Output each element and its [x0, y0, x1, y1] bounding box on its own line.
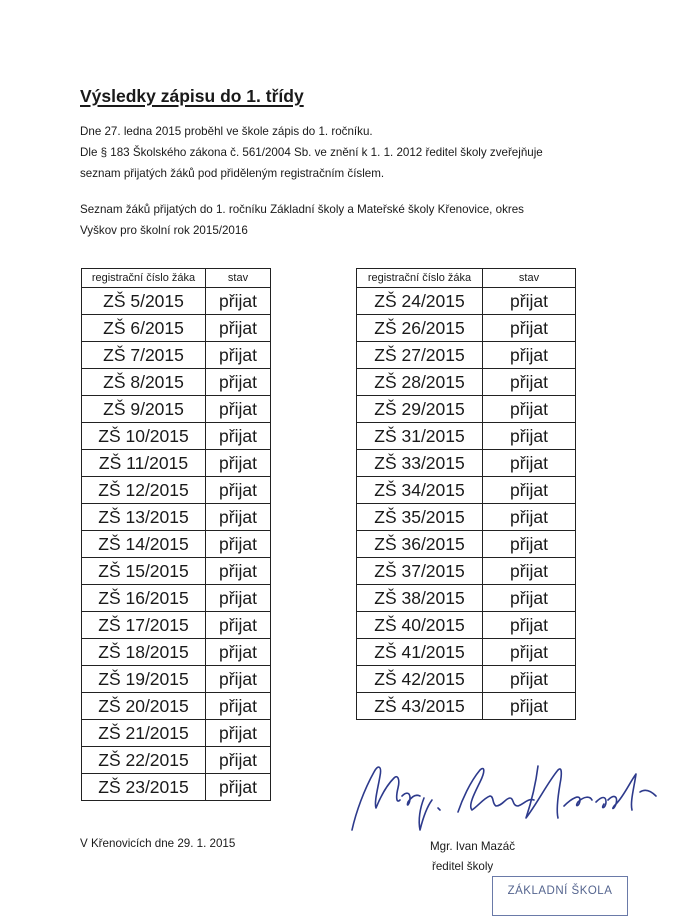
registration-number-cell: ZŠ 22/2015 [82, 747, 206, 774]
table-row [357, 423, 576, 450]
description-line: Vyškov pro školní rok 2015/2016 [80, 224, 248, 237]
status-cell: přijat [483, 531, 576, 558]
table-row [82, 369, 271, 396]
status-cell: přijat [206, 315, 271, 342]
registration-number-cell: ZŠ 42/2015 [357, 666, 483, 693]
registration-number-cell: ZŠ 8/2015 [82, 369, 206, 396]
table-row [357, 612, 576, 639]
description-line: Seznam žáků přijatých do 1. ročníku Základní školy a Mateřské školy Křenovice, okres [80, 203, 524, 216]
table-row [357, 315, 576, 342]
table-row [357, 504, 576, 531]
table-row [357, 639, 576, 666]
registration-number-cell: ZŠ 5/2015 [82, 288, 206, 315]
handwritten-signature [340, 752, 670, 838]
table-row [357, 477, 576, 504]
status-cell: přijat [483, 450, 576, 477]
header-registration-number: registrační číslo žáka [82, 269, 206, 288]
status-cell: přijat [206, 747, 271, 774]
table-row [82, 585, 271, 612]
status-cell: přijat [483, 288, 576, 315]
status-cell: přijat [483, 693, 576, 720]
registration-number-cell: ZŠ 20/2015 [82, 693, 206, 720]
registration-number-cell: ZŠ 41/2015 [357, 639, 483, 666]
registration-number-cell: ZŠ 37/2015 [357, 558, 483, 585]
registration-number-cell: ZŠ 19/2015 [82, 666, 206, 693]
status-cell: přijat [483, 477, 576, 504]
header-registration-number: registrační číslo žáka [357, 269, 483, 288]
table-row [357, 369, 576, 396]
registration-number-cell: ZŠ 24/2015 [357, 288, 483, 315]
table-row [82, 558, 271, 585]
status-cell: přijat [206, 531, 271, 558]
status-cell: přijat [483, 585, 576, 612]
intro-line: Dle § 183 Školského zákona č. 561/2004 Sb. ve znění k 1. 1. 2012 ředitel školy zveřejňuje [80, 146, 543, 159]
registration-number-cell: ZŠ 7/2015 [82, 342, 206, 369]
table-header-row [357, 269, 576, 288]
table-row [82, 531, 271, 558]
status-cell: přijat [483, 342, 576, 369]
registration-number-cell: ZŠ 36/2015 [357, 531, 483, 558]
status-cell: přijat [483, 666, 576, 693]
table-row [357, 666, 576, 693]
registration-number-cell: ZŠ 29/2015 [357, 396, 483, 423]
registration-number-cell: ZŠ 10/2015 [82, 423, 206, 450]
status-cell: přijat [206, 720, 271, 747]
status-cell: přijat [206, 450, 271, 477]
registration-number-cell: ZŠ 9/2015 [82, 396, 206, 423]
table-row [357, 585, 576, 612]
table-row [82, 477, 271, 504]
registration-number-cell: ZŠ 27/2015 [357, 342, 483, 369]
table-row [82, 450, 271, 477]
registration-number-cell: ZŠ 18/2015 [82, 639, 206, 666]
status-cell: přijat [483, 612, 576, 639]
status-cell: přijat [483, 396, 576, 423]
registration-number-cell: ZŠ 26/2015 [357, 315, 483, 342]
intro-line: seznam přijatých žáků pod přiděleným registračním číslem. [80, 167, 385, 180]
registration-number-cell: ZŠ 21/2015 [82, 720, 206, 747]
registration-number-cell: ZŠ 12/2015 [82, 477, 206, 504]
table-row [357, 450, 576, 477]
registration-number-cell: ZŠ 6/2015 [82, 315, 206, 342]
status-cell: přijat [206, 342, 271, 369]
registration-number-cell: ZŠ 28/2015 [357, 369, 483, 396]
table-row [82, 639, 271, 666]
registration-number-cell: ZŠ 38/2015 [357, 585, 483, 612]
table-row [357, 288, 576, 315]
table-row [82, 666, 271, 693]
page-title: Výsledky zápisu do 1. třídy [80, 86, 304, 106]
table-header-row [82, 269, 271, 288]
registration-number-cell: ZŠ 23/2015 [82, 774, 206, 801]
registration-number-cell: ZŠ 33/2015 [357, 450, 483, 477]
place-and-date: V Křenovicích dne 29. 1. 2015 [80, 837, 236, 850]
status-cell: přijat [483, 423, 576, 450]
registration-table-left [81, 268, 271, 801]
list-description [80, 199, 524, 241]
status-cell: přijat [206, 774, 271, 801]
registration-number-cell: ZŠ 40/2015 [357, 612, 483, 639]
table-row [82, 747, 271, 774]
status-cell: přijat [483, 558, 576, 585]
table-row [82, 423, 271, 450]
registration-number-cell: ZŠ 35/2015 [357, 504, 483, 531]
status-cell: přijat [206, 585, 271, 612]
table-row [82, 315, 271, 342]
registration-number-cell: ZŠ 43/2015 [357, 693, 483, 720]
table-row [82, 774, 271, 801]
table-row [82, 612, 271, 639]
status-cell: přijat [483, 315, 576, 342]
status-cell: přijat [206, 504, 271, 531]
status-cell: přijat [206, 558, 271, 585]
status-cell: přijat [483, 504, 576, 531]
status-cell: přijat [206, 612, 271, 639]
table-row [357, 342, 576, 369]
table-row [82, 720, 271, 747]
registration-number-cell: ZŠ 16/2015 [82, 585, 206, 612]
status-cell: přijat [483, 639, 576, 666]
signer-role: ředitel školy [432, 860, 494, 873]
status-cell: přijat [483, 369, 576, 396]
header-status: stav [483, 269, 576, 288]
table-row [82, 342, 271, 369]
registration-number-cell: ZŠ 17/2015 [82, 612, 206, 639]
intro-paragraph [80, 121, 543, 184]
registration-number-cell: ZŠ 15/2015 [82, 558, 206, 585]
table-row [82, 504, 271, 531]
table-row [82, 693, 271, 720]
table-row [357, 531, 576, 558]
registration-number-cell: ZŠ 13/2015 [82, 504, 206, 531]
status-cell: přijat [206, 396, 271, 423]
table-row [357, 558, 576, 585]
stamp-text: ZÁKLADNÍ ŠKOLA [507, 885, 613, 897]
status-cell: přijat [206, 693, 271, 720]
registration-number-cell: ZŠ 31/2015 [357, 423, 483, 450]
table-row [357, 693, 576, 720]
table-row [82, 396, 271, 423]
header-status: stav [206, 269, 271, 288]
signer-name: Mgr. Ivan Mazáč [430, 840, 516, 853]
table-row [82, 288, 271, 315]
registration-number-cell: ZŠ 14/2015 [82, 531, 206, 558]
status-cell: přijat [206, 477, 271, 504]
table-row [357, 396, 576, 423]
status-cell: přijat [206, 369, 271, 396]
intro-line: Dne 27. ledna 2015 proběhl ve škole zápis do 1. ročníku. [80, 125, 373, 138]
status-cell: přijat [206, 423, 271, 450]
status-cell: přijat [206, 639, 271, 666]
status-cell: přijat [206, 288, 271, 315]
registration-table-right [356, 268, 576, 720]
registration-number-cell: ZŠ 34/2015 [357, 477, 483, 504]
registration-number-cell: ZŠ 11/2015 [82, 450, 206, 477]
school-stamp [492, 876, 628, 916]
status-cell: přijat [206, 666, 271, 693]
